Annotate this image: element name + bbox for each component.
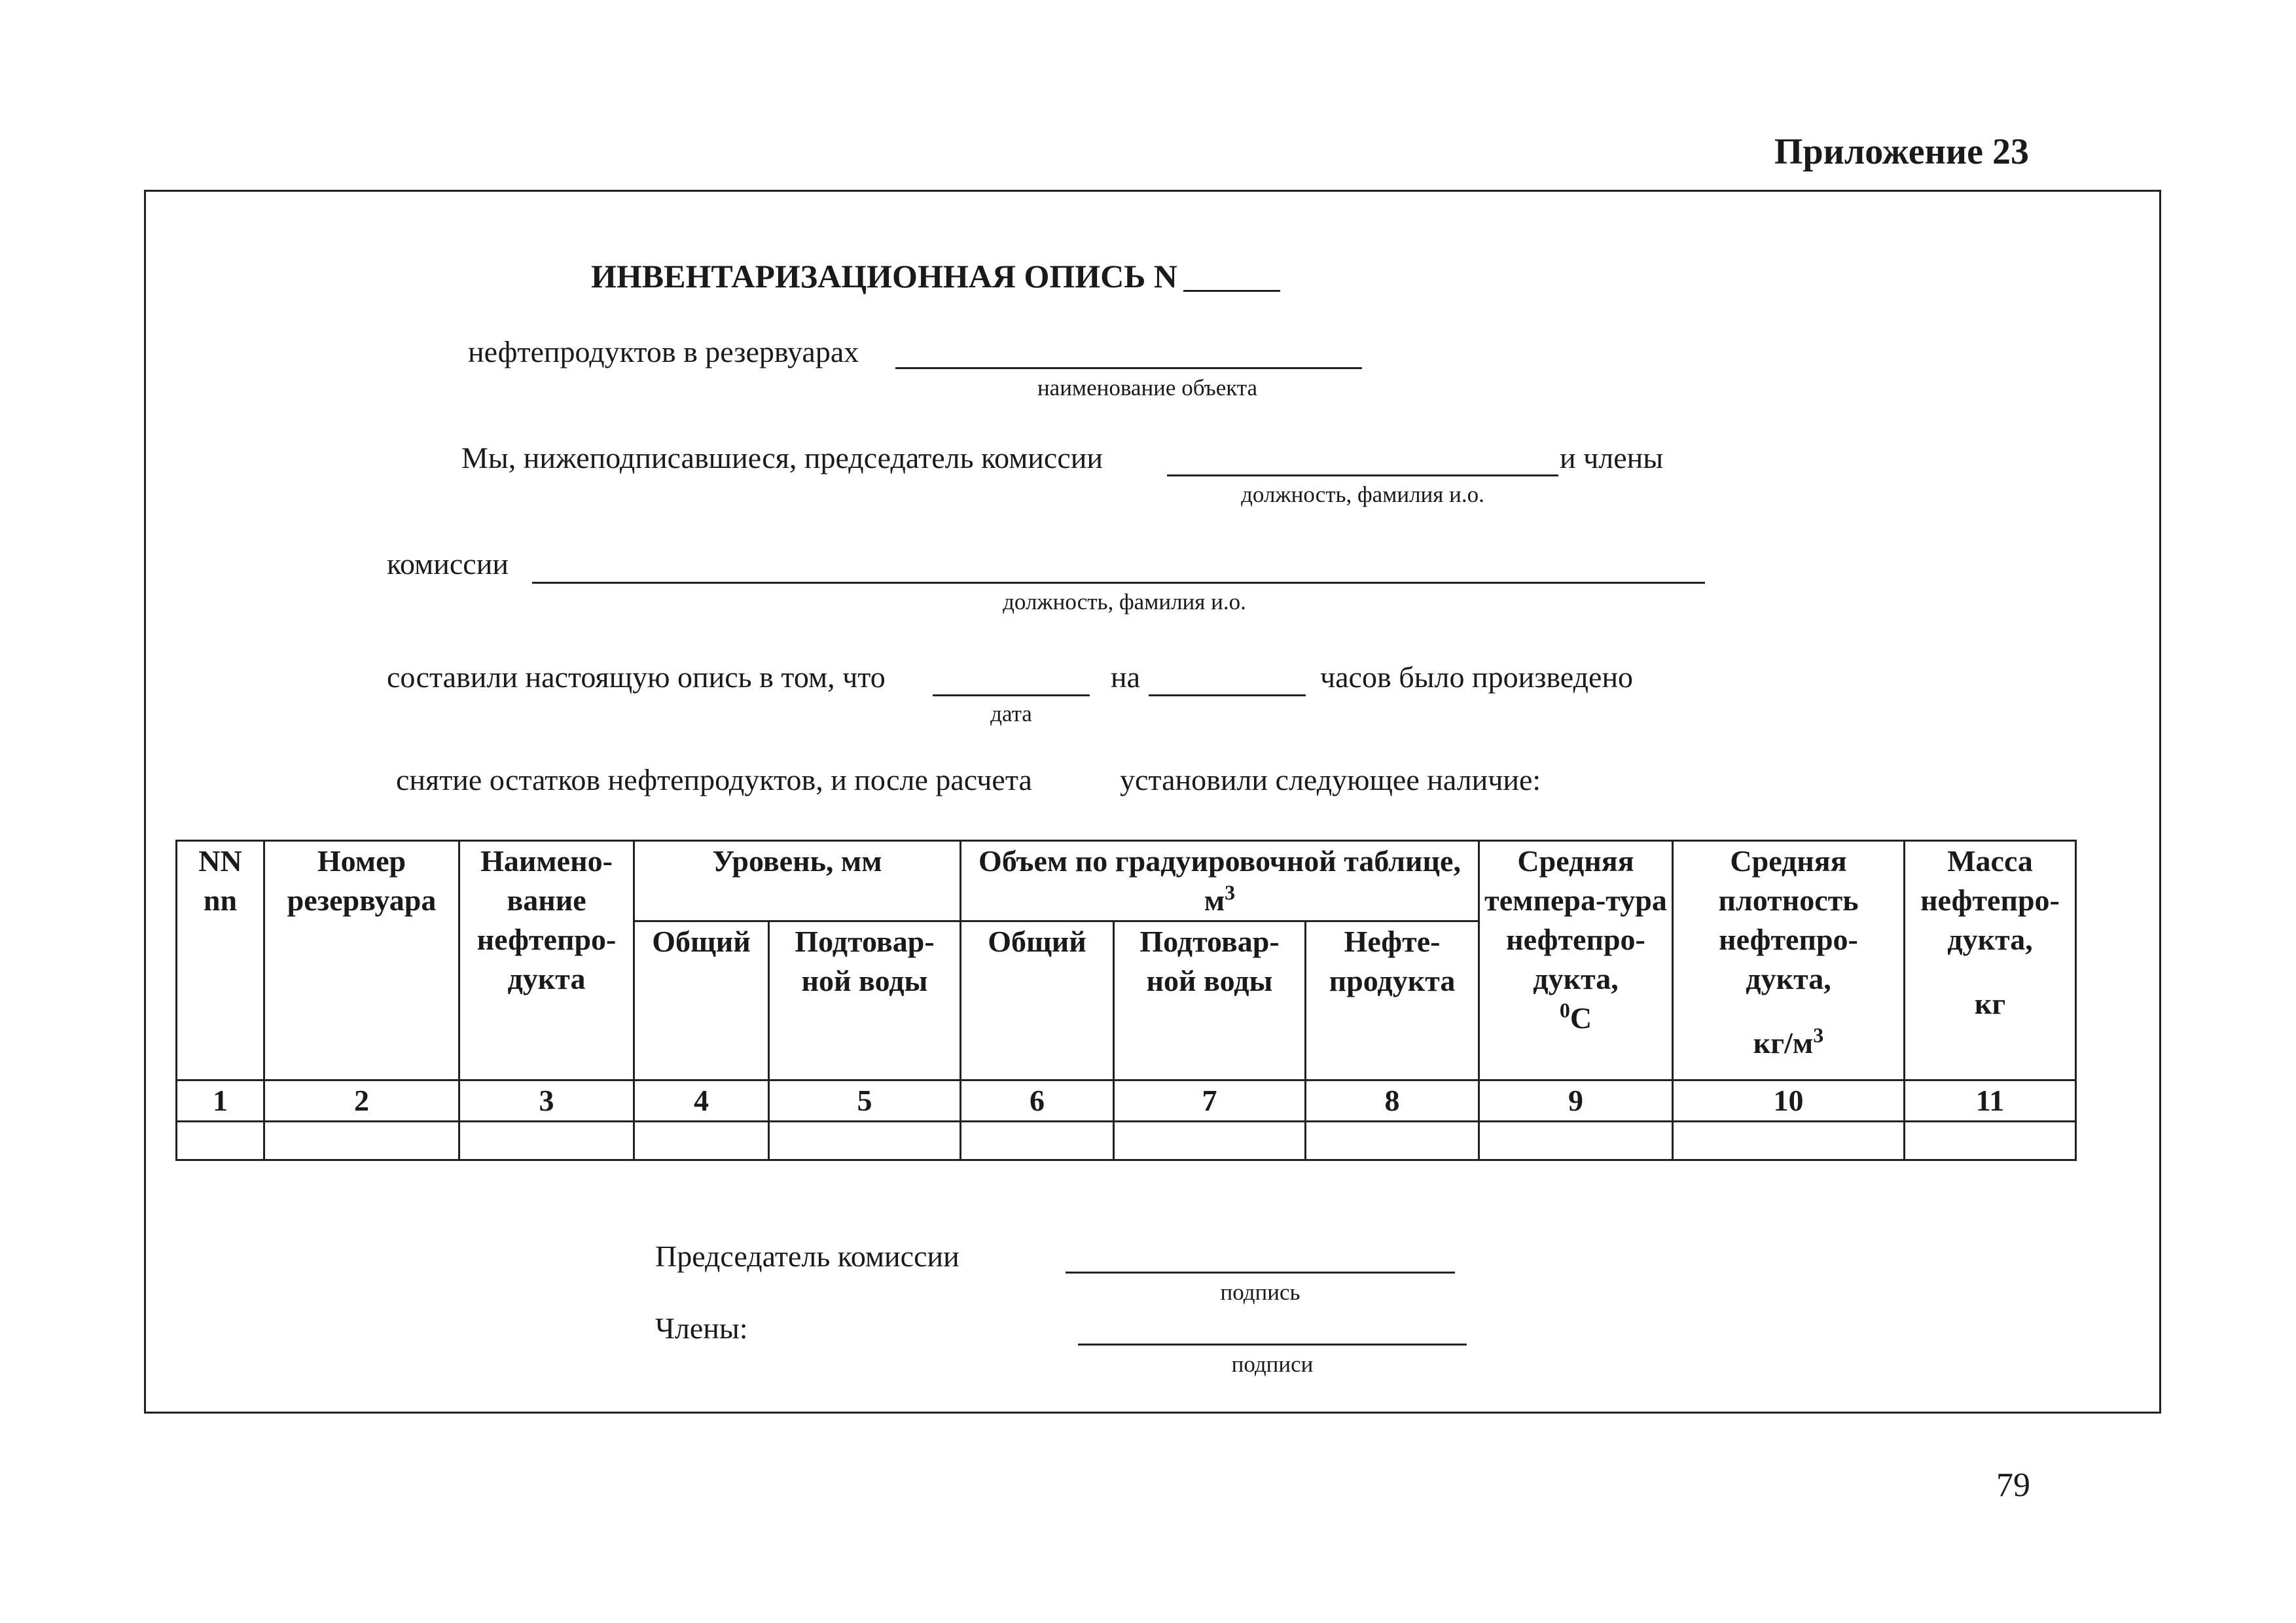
header-avg-temp — [1479, 841, 1673, 1080]
header-avg-density-text: Средняя плотность нефтепро-дукта, — [1718, 844, 1859, 995]
page-number: 79 — [1996, 1467, 2030, 1504]
header-volume-sup: 3 — [1225, 880, 1236, 904]
table-cell[interactable] — [769, 1122, 961, 1160]
members-signature-field[interactable] — [1078, 1344, 1467, 1346]
column-number: 6 — [961, 1080, 1114, 1122]
chairman-signature-caption: подпись — [1220, 1279, 1300, 1305]
header-avg-density-unit-wrap — [1677, 1024, 1899, 1063]
table-cell[interactable] — [177, 1122, 264, 1160]
header-product-name: Наимено-вание нефтепро-дукта — [459, 841, 634, 1080]
chairman-suffix: и члены — [1560, 441, 1664, 474]
header-avg-temp-text: Средняя темпера-тура нефтепро-дукта, — [1484, 844, 1667, 995]
header-level-water: Подтовар-ной воды — [769, 921, 961, 1080]
header-avg-temp-unit: С — [1570, 1001, 1592, 1035]
at-word: на — [1111, 660, 1141, 694]
header-volume-water: Подтовар-ной воды — [1114, 921, 1306, 1080]
form-frame — [144, 190, 2161, 1414]
column-number: 3 — [459, 1080, 634, 1122]
object-name-field[interactable] — [895, 367, 1362, 369]
header-avg-temp-sup: 0 — [1559, 998, 1570, 1022]
appendix-label: Приложение 23 — [1774, 132, 2029, 172]
members-field[interactable] — [532, 582, 1705, 584]
table-cell[interactable] — [459, 1122, 634, 1160]
table-cell[interactable] — [1905, 1122, 2076, 1160]
column-number: 7 — [1114, 1080, 1306, 1122]
header-volume-group — [961, 841, 1479, 921]
column-number-row — [177, 1080, 2076, 1122]
column-number: 8 — [1306, 1080, 1479, 1122]
table-cell[interactable] — [961, 1122, 1114, 1160]
column-number: 5 — [769, 1080, 961, 1122]
inventory-table — [175, 840, 2077, 1161]
removal-text: снятие остатков нефтепродуктов, и после расчета — [396, 763, 1032, 796]
hours-field[interactable] — [1149, 694, 1306, 696]
header-volume-text: Объем по градуировочной таблице, м — [978, 844, 1461, 917]
header-volume-product: Нефте-продукта — [1306, 921, 1479, 1080]
chairman-signature-field[interactable] — [1066, 1272, 1455, 1274]
header-mass — [1905, 841, 2076, 1080]
column-number: 11 — [1905, 1080, 2076, 1122]
table-cell[interactable] — [264, 1122, 459, 1160]
hours-suffix: часов было произведено — [1320, 660, 1634, 694]
chairman-prefix: Мы, нижеподписавшиеся, председатель комиссии — [461, 441, 1103, 474]
table-cell[interactable] — [1114, 1122, 1306, 1160]
header-avg-density-unit: кг/м — [1753, 1026, 1814, 1060]
column-number: 2 — [264, 1080, 459, 1122]
header-avg-density — [1673, 841, 1905, 1080]
members-prefix: комиссии — [387, 547, 509, 580]
date-field[interactable] — [933, 694, 1090, 696]
table-cell[interactable] — [1673, 1122, 1905, 1160]
inventory-number-field[interactable] — [1183, 290, 1280, 292]
header-avg-density-sup: 3 — [1813, 1023, 1824, 1047]
column-number: 9 — [1479, 1080, 1673, 1122]
header-level-total: Общий — [634, 921, 769, 1080]
object-caption: наименование объекта — [1037, 375, 1258, 401]
members-signature-caption: подписи — [1231, 1351, 1314, 1377]
column-number: 1 — [177, 1080, 264, 1122]
header-mass-text: Масса нефтепро-дукта, — [1920, 844, 2060, 956]
established-text: установили следующее наличие: — [1120, 763, 1541, 796]
table-cell[interactable] — [634, 1122, 769, 1160]
date-caption: дата — [990, 701, 1032, 726]
members-caption: должность, фамилия и.о. — [1003, 589, 1246, 615]
table-cell[interactable] — [1306, 1122, 1479, 1160]
header-mass-unit: кг — [1974, 987, 2006, 1020]
header-volume-total: Общий — [961, 921, 1114, 1080]
object-prefix: нефтепродуктов в резервуарах — [468, 335, 859, 368]
date-prefix: составили настоящую опись в том, что — [387, 660, 886, 694]
table-row — [177, 1122, 2076, 1160]
column-number: 4 — [634, 1080, 769, 1122]
chairman-field[interactable] — [1167, 474, 1558, 476]
document-title: ИНВЕНТАРИЗАЦИОННАЯ ОПИСЬ N — [591, 258, 1177, 294]
header-level-group: Уровень, мм — [634, 841, 961, 921]
members-signature-label: Члены: — [655, 1311, 748, 1345]
chairman-caption: должность, фамилия и.о. — [1241, 482, 1484, 507]
table-cell[interactable] — [1479, 1122, 1673, 1160]
header-nn: NN nn — [177, 841, 264, 1080]
column-number: 10 — [1673, 1080, 1905, 1122]
chairman-signature-label: Председатель комиссии — [655, 1240, 960, 1273]
header-tank-number: Номер резервуара — [264, 841, 459, 1080]
